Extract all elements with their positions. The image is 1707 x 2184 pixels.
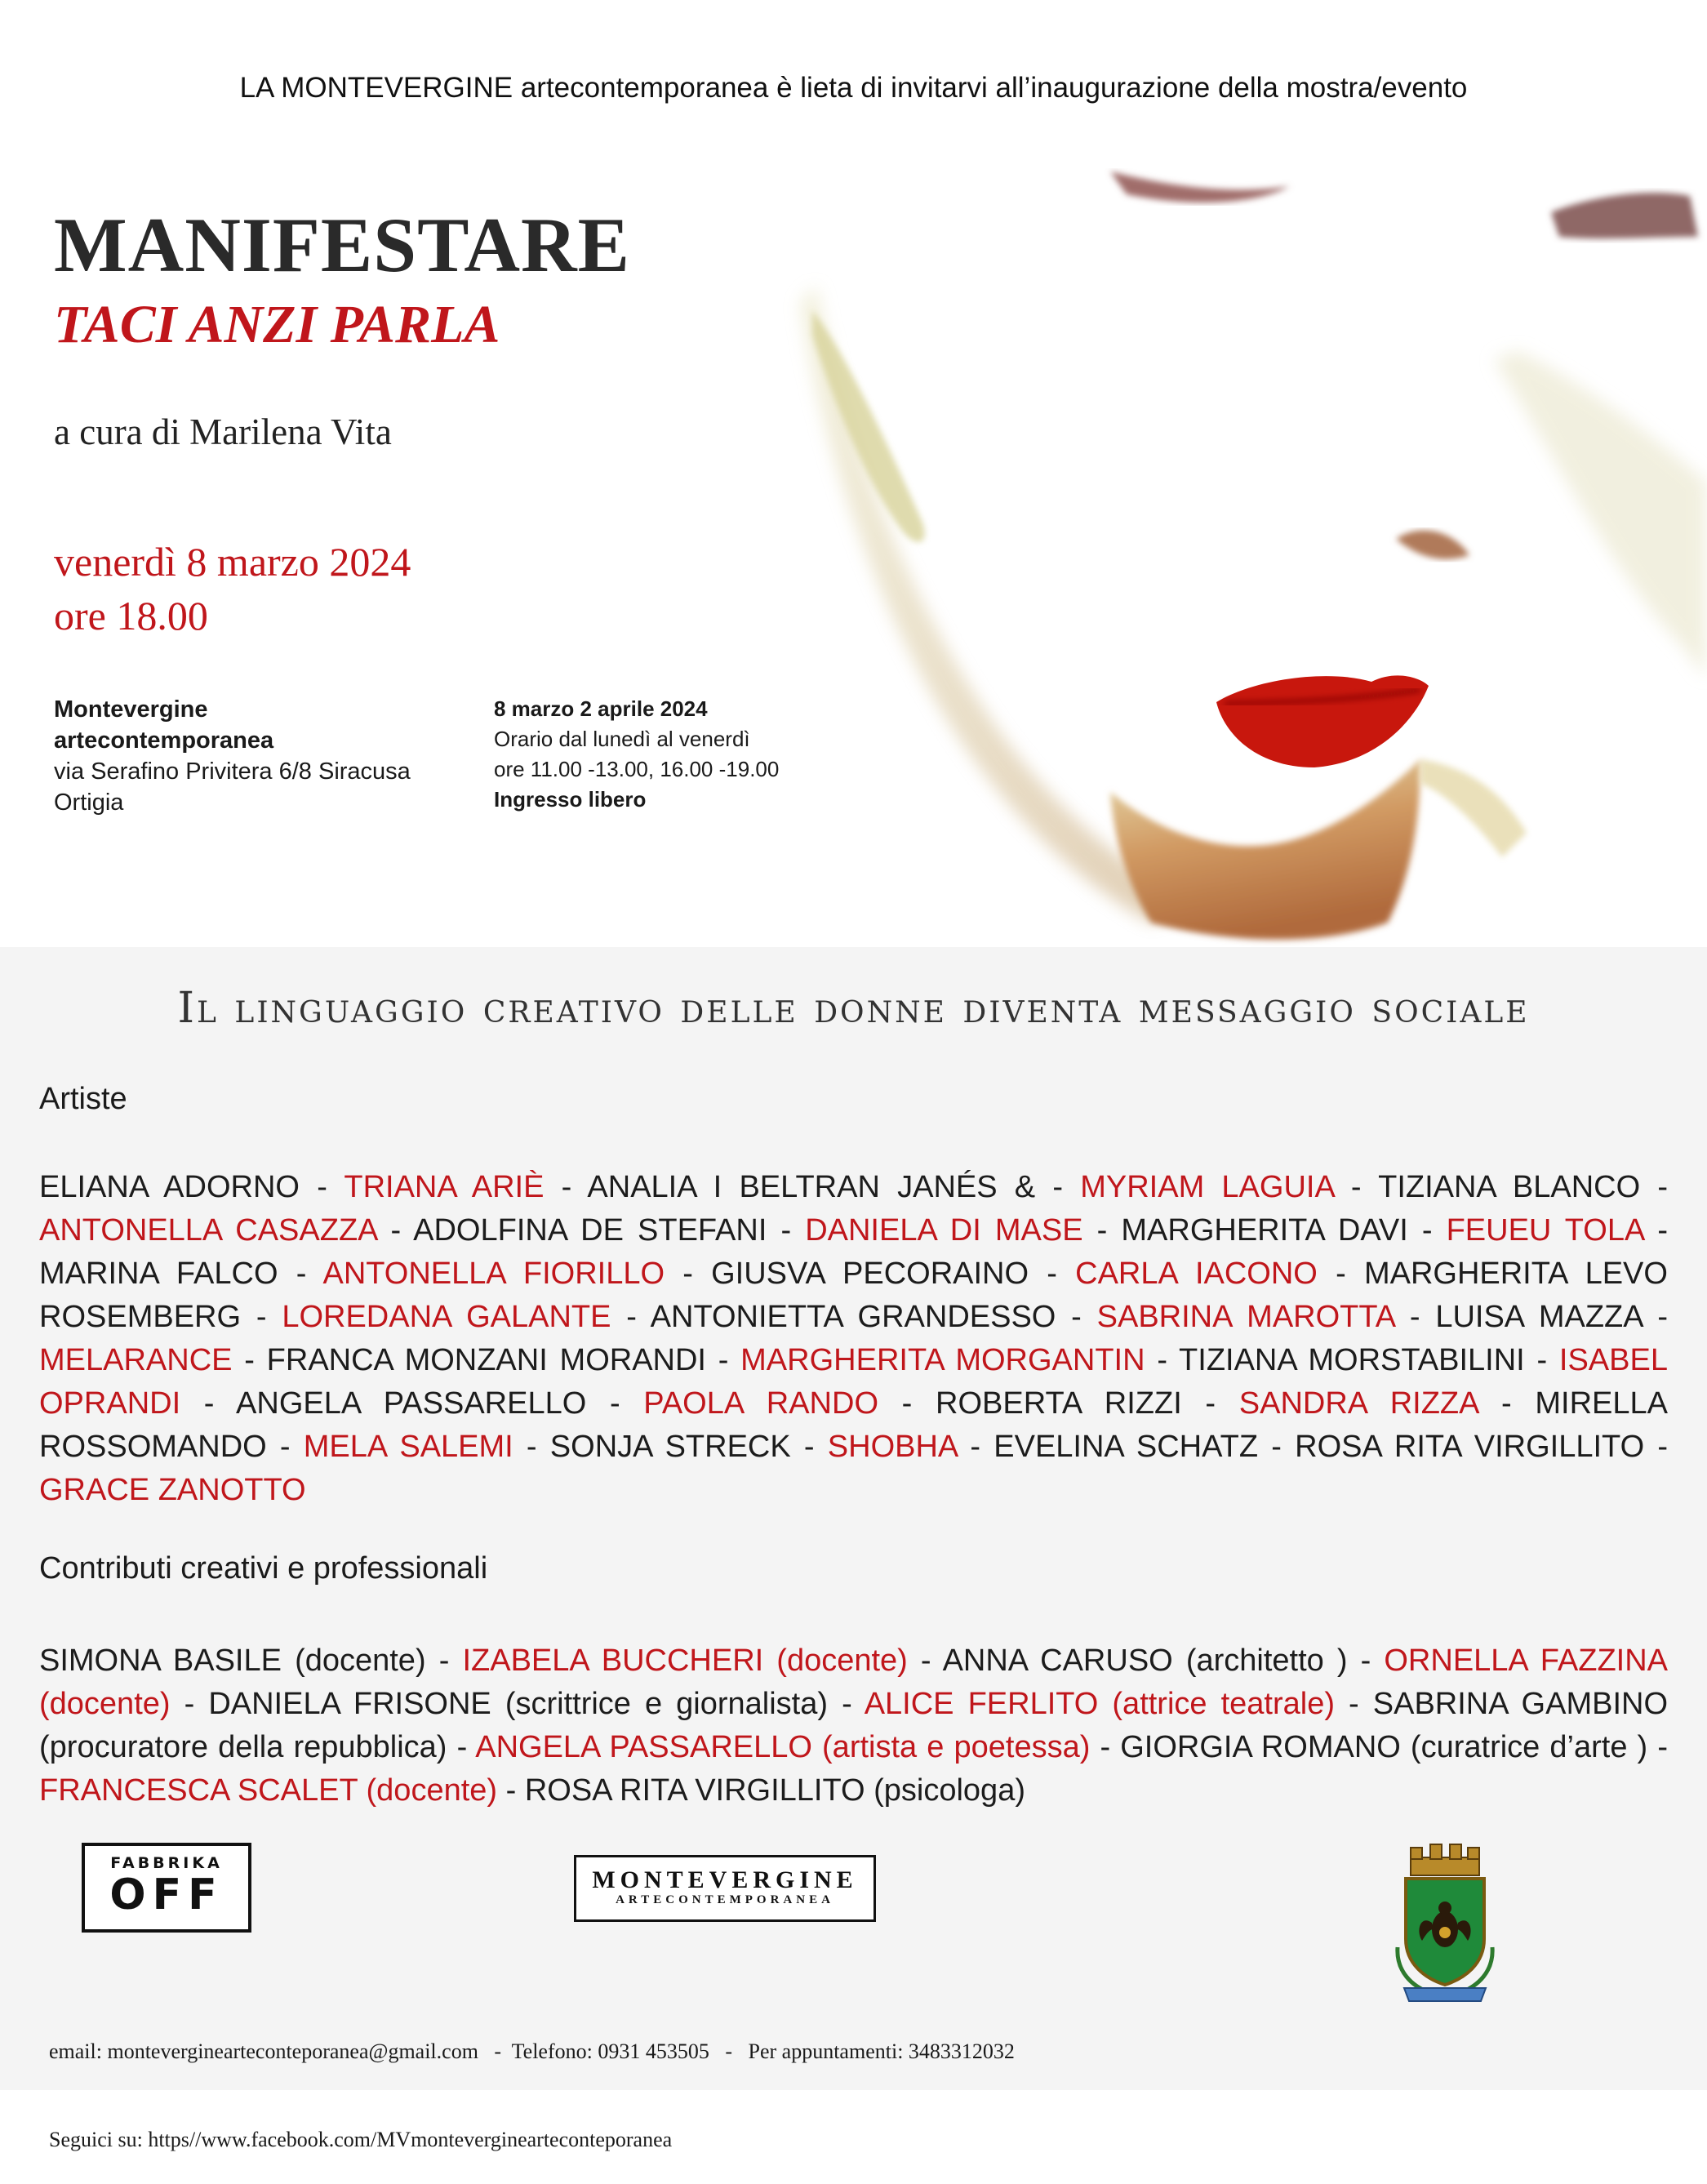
artist-name: LOREDANA GALANTE (282, 1300, 611, 1334)
montevergine-logo-line1: MONTEVERGINE (592, 1866, 858, 1893)
artist-name: PAOLA RANDO (643, 1386, 879, 1421)
contributors-heading: Contributi creativi e professionali (39, 1551, 488, 1586)
artists-heading: Artiste (39, 1082, 127, 1116)
exhibition-period: 8 marzo 2 aprile 2024 (494, 696, 708, 721)
artist-name: ELIANA ADORNO (39, 1170, 300, 1204)
separator: - (1407, 1213, 1447, 1248)
separator: - (447, 1730, 476, 1764)
artist-name: SANDRA RIZZA (1238, 1386, 1478, 1421)
montevergine-logo-line2: ARTECONTEMPORANEA (616, 1893, 834, 1906)
tagline: Il linguaggio creativo delle donne diventa messaggio sociale (177, 984, 1530, 1033)
venue-info (54, 694, 478, 818)
face-artwork (767, 139, 1707, 947)
artist-name: MYRIAM LAGUIA (1080, 1170, 1334, 1204)
separator: - (497, 1773, 525, 1808)
separator: - (790, 1430, 828, 1464)
artist-name: MARGHERITA LEVO ROSEMBERG (39, 1257, 1668, 1334)
separator: - (425, 1644, 463, 1678)
separator: - (1317, 1257, 1364, 1291)
separator: - (170, 1687, 209, 1721)
separator: - (1347, 1644, 1385, 1678)
artist-name: ANTONELLA CASAZZA (39, 1213, 377, 1248)
separator: - (1643, 1213, 1668, 1248)
separator: - (1640, 1170, 1669, 1204)
contributor-name: IZABELA BUCCHERI (docente) (462, 1644, 908, 1678)
artist-name: CARLA IACONO (1075, 1257, 1318, 1291)
city-crest-icon (1380, 1841, 1510, 2004)
separator: - (544, 1170, 588, 1204)
fabbrika-logo-line1: FABBRIKA (110, 1854, 223, 1872)
contact-line: email: monteverginearteconteporanea@gmail.com - Telefono: 0931 453505 - Per appuntamenti: 3483312032 (49, 2039, 1015, 2063)
artist-name: ROBERTA RIZZI (936, 1386, 1182, 1421)
opening-times: ore 11.00 -13.00, 16.00 -19.00 (494, 757, 780, 781)
artist-name: TIZIANA BLANCO (1378, 1170, 1641, 1204)
venue-area: Ortigia (54, 790, 124, 816)
artist-name: ADOLFINA DE STEFANI (413, 1213, 767, 1248)
contributor-name: SIMONA BASILE (docente) (39, 1644, 426, 1678)
artist-name: FRANCA MONZANI MORANDI (266, 1343, 706, 1377)
artist-name: MELARANCE (39, 1343, 233, 1377)
montevergine-logo (574, 1855, 876, 1922)
separator: - (1647, 1730, 1668, 1764)
separator: - (1090, 1730, 1121, 1764)
separator: - (1035, 1170, 1081, 1204)
artist-name: DANIELA DI MASE (805, 1213, 1083, 1248)
separator: - (957, 1430, 994, 1464)
contributor-name: GIORGIA ROMANO (curatrice d’arte ) (1120, 1730, 1648, 1764)
contributor-name: ROSA RITA VIRGILLITO (psicologa) (524, 1773, 1025, 1808)
contributor-name: ANGELA PASSARELLO (artista e poetessa) (475, 1730, 1091, 1764)
separator: - (376, 1213, 414, 1248)
separator: - (1644, 1430, 1668, 1464)
fabbrika-off-logo (82, 1843, 251, 1933)
separator: - (1478, 1386, 1536, 1421)
separator: - (299, 1170, 345, 1204)
separator: - (1029, 1257, 1076, 1291)
contributor-name: SABRINA GAMBINO (procuratore della repubblica) (39, 1687, 1669, 1764)
contributor-name: ORNELLA FAZZINA (docente) (39, 1644, 1669, 1721)
entry-info: Ingresso libero (494, 787, 647, 812)
contributor-name: FRANCESCA SCALET (docente) (39, 1773, 498, 1808)
separator: - (278, 1257, 323, 1291)
event-datetime (54, 535, 411, 643)
artist-name: LUISA MAZZA (1435, 1300, 1643, 1334)
separator: - (705, 1343, 741, 1377)
event-date: venerdì 8 marzo 2024 (54, 539, 411, 585)
separator: - (878, 1386, 936, 1421)
artist-name: ANTONIETTA GRANDESSO (650, 1300, 1056, 1334)
invite-text: LA MONTEVERGINE artecontemporanea è lieta di invitarvi all’inaugurazione della mostra/evento (239, 72, 1468, 104)
opening-hours (494, 694, 869, 815)
contributor-name: DANIELA FRISONE (scrittrice e giornalista) (208, 1687, 829, 1721)
artist-name: TIZIANA MORSTABILINI (1179, 1343, 1525, 1377)
artist-name: SABRINA MAROTTA (1096, 1300, 1395, 1334)
separator: - (1258, 1430, 1296, 1464)
artist-name: EVELINA SCHATZ (994, 1430, 1259, 1464)
artist-name: MIRELLA ROSSOMANDO (39, 1386, 1668, 1464)
contributor-name: ALICE FERLITO (attrice teatrale) (864, 1687, 1335, 1721)
event-title: MANIFESTARE (54, 202, 630, 288)
separator: - (513, 1430, 550, 1464)
artist-name: MELA SALEMI (303, 1430, 513, 1464)
separator: - (907, 1644, 943, 1678)
separator: - (1056, 1300, 1097, 1334)
separator: - (767, 1213, 806, 1248)
separator: - (266, 1430, 304, 1464)
artist-name: ISABEL OPRANDI (39, 1343, 1668, 1421)
separator: - (1642, 1300, 1668, 1334)
venue-address: via Serafino Privitera 6/8 Siracusa (54, 758, 411, 785)
artist-name: MARGHERITA MORGANTIN (740, 1343, 1145, 1377)
contributors-list (39, 1639, 1668, 1813)
separator: - (1335, 1687, 1373, 1721)
contributor-name: ANNA CARUSO (architetto ) (942, 1644, 1348, 1678)
separator: - (665, 1257, 712, 1291)
separator: - (1145, 1343, 1180, 1377)
event-subtitle: TACI ANZI PARLA (54, 295, 500, 354)
artist-name: GRACE ZANOTTO (39, 1473, 306, 1507)
separator: - (611, 1300, 651, 1334)
artist-name: TRIANA ARIÈ (344, 1170, 545, 1204)
separator: - (586, 1386, 644, 1421)
contact-info (49, 1978, 1015, 2184)
artist-name: ANTONELLA FIORILLO (322, 1257, 665, 1291)
separator: - (232, 1343, 267, 1377)
artist-name: MARINA FALCO (39, 1257, 278, 1291)
separator: - (180, 1386, 237, 1421)
fabbrika-logo-line2: OFF (109, 1870, 224, 1919)
social-link[interactable]: Seguici su: https//www.facebook.com/MVmonteverginearteconteporanea (49, 2128, 673, 2151)
separator: - (1333, 1170, 1379, 1204)
venue-name-line1: Montevergine (54, 696, 208, 723)
separator: - (1524, 1343, 1559, 1377)
opening-days: Orario dal lunedì al venerdì (494, 727, 750, 751)
event-time: ore 18.00 (54, 593, 208, 638)
artist-name: ROSA RITA VIRGILLITO (1295, 1430, 1645, 1464)
artist-name: SHOBHA (827, 1430, 958, 1464)
curator-text: a cura di Marilena Vita (54, 411, 392, 452)
artist-name: GIUSVA PECORAINO (711, 1257, 1029, 1291)
separator: - (1394, 1300, 1436, 1334)
venue-name-line2: artecontemporanea (54, 727, 274, 754)
artists-list (39, 1166, 1668, 1512)
separator: - (241, 1300, 282, 1334)
separator: - (1181, 1386, 1239, 1421)
artist-name: ANALIA I BELTRAN JANÉS & (587, 1170, 1036, 1204)
artist-name: ANGELA PASSARELLO (236, 1386, 587, 1421)
separator: - (828, 1687, 865, 1721)
separator: - (1082, 1213, 1122, 1248)
artist-name: MARGHERITA DAVI (1121, 1213, 1408, 1248)
artist-name: SONJA STRECK (549, 1430, 791, 1464)
artist-name: FEUEU TOLA (1446, 1213, 1644, 1248)
